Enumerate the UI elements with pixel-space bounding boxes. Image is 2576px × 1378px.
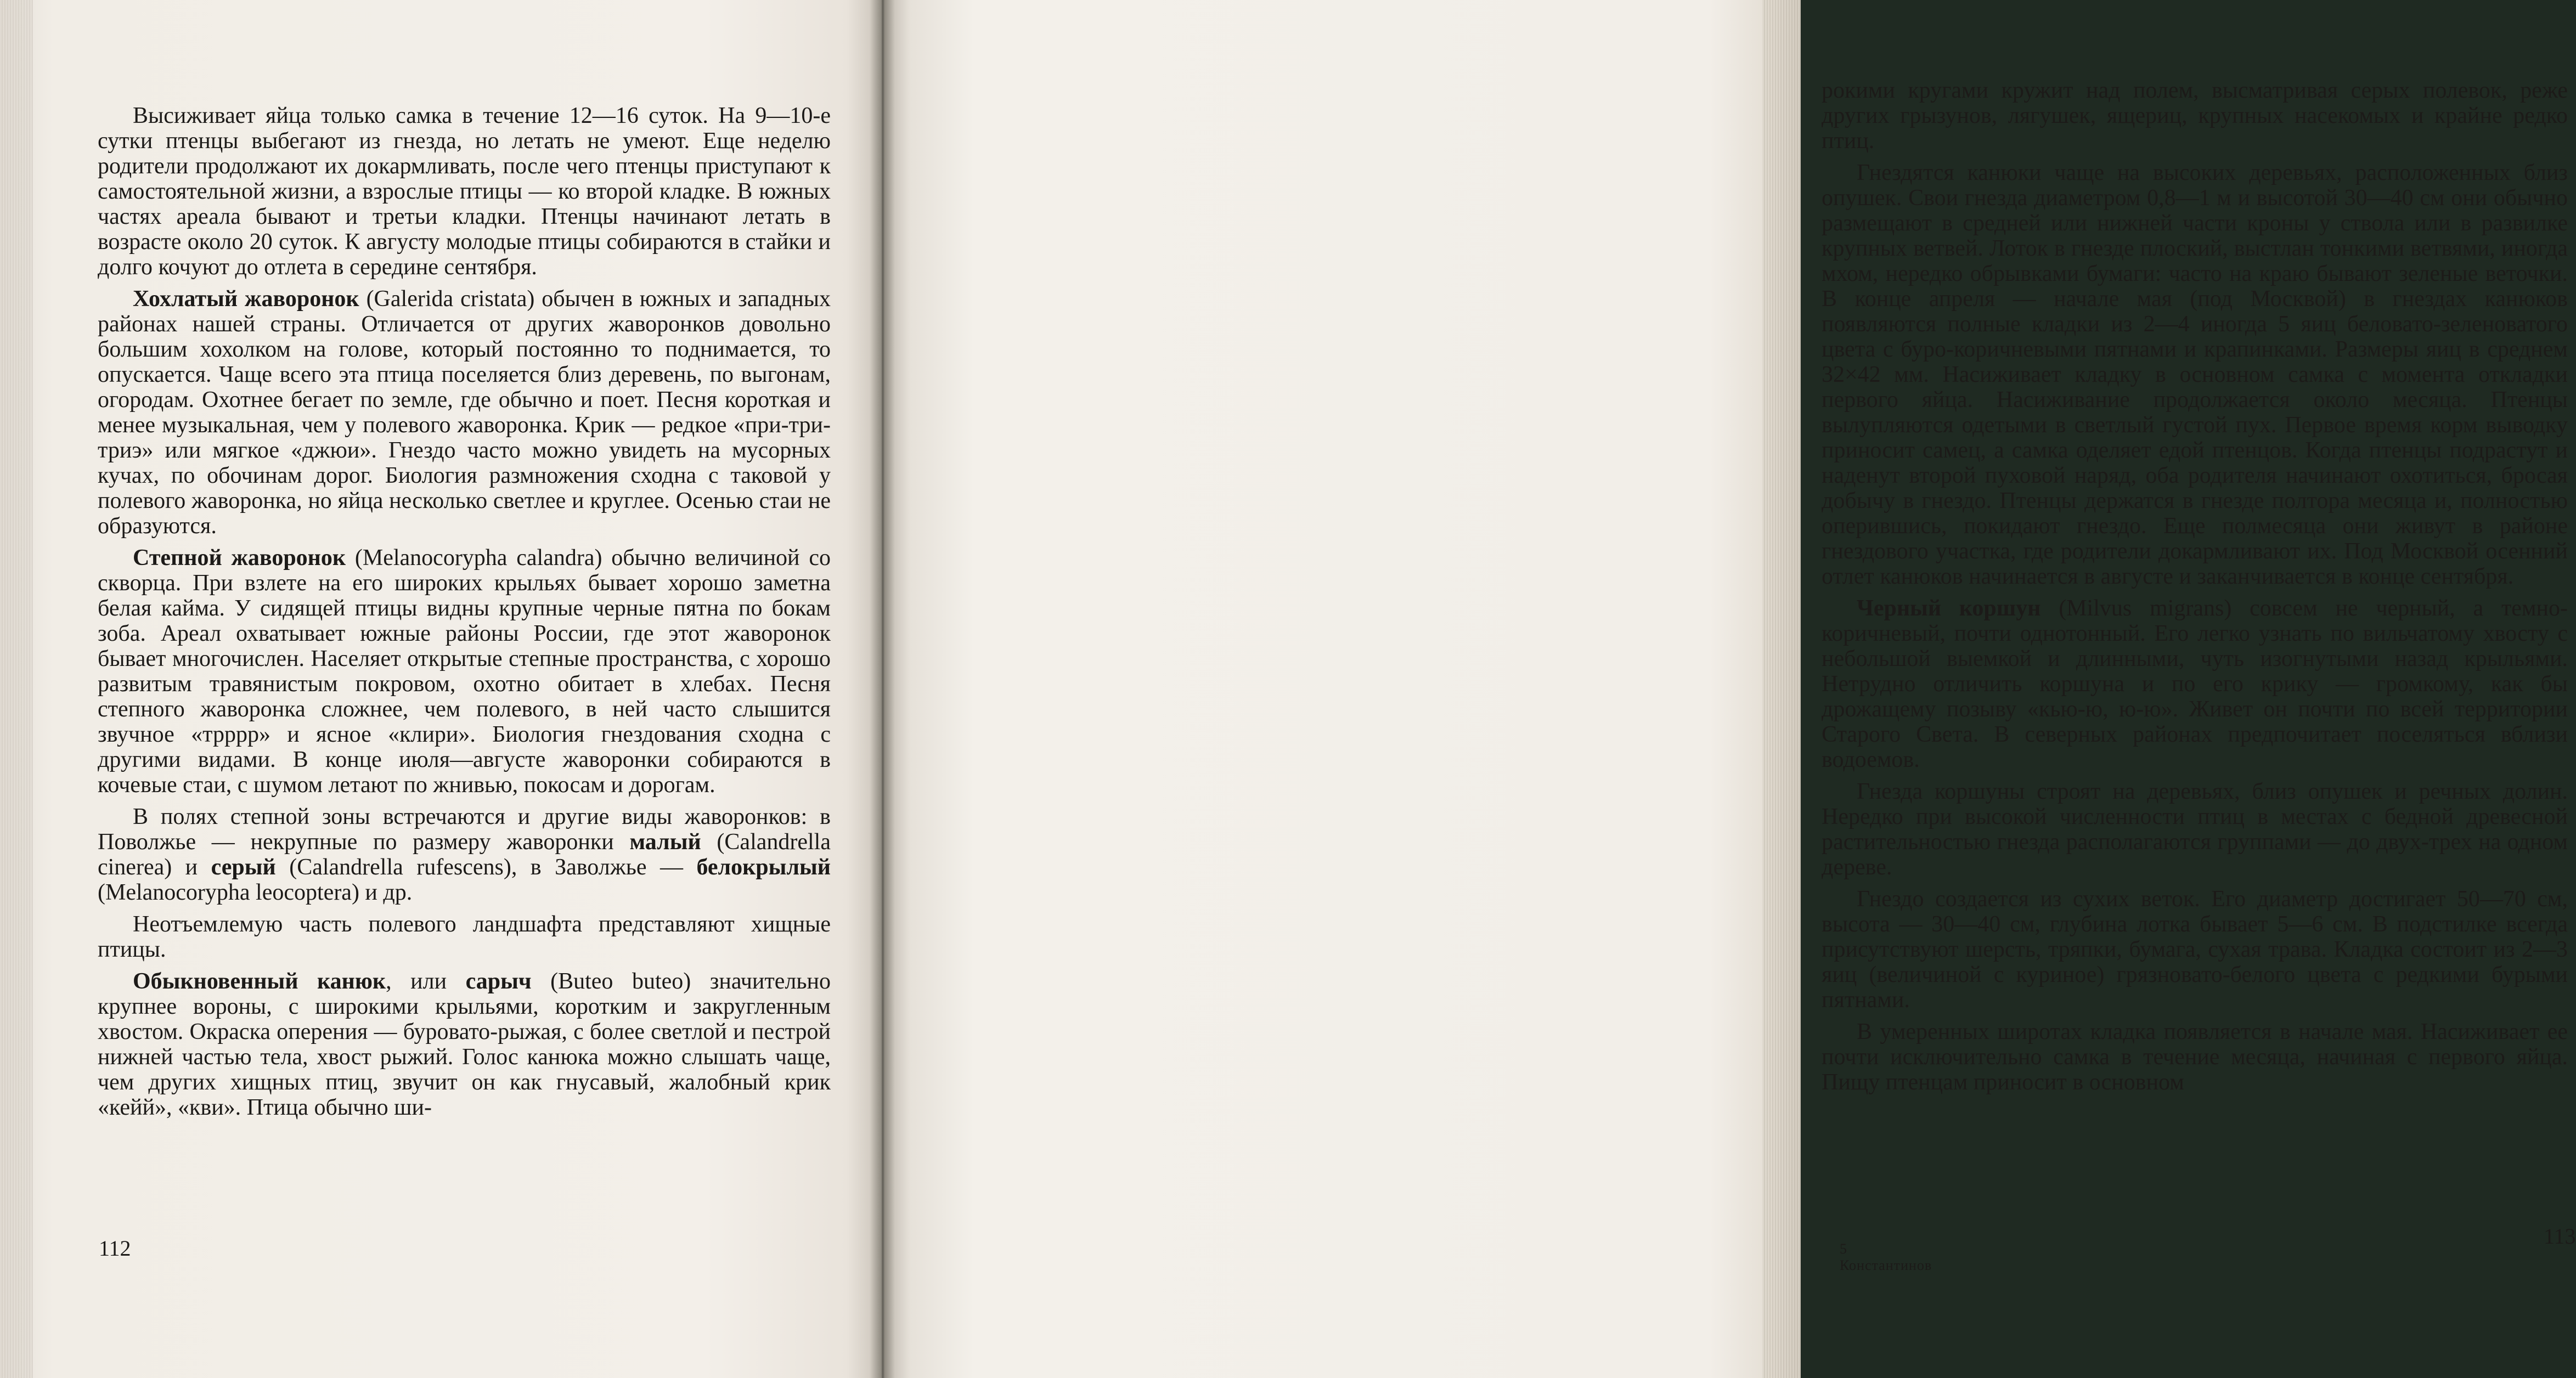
paragraph [1822,1019,2568,1095]
page-number-left: 112 [99,1236,131,1261]
text-run: В умеренных широтах кладка появляется в начале мая. Насиживает ее почти исключительно самка в течение месяца, начиная с первого яйца. Пищу птенцам приносит в основном [1822,1019,2568,1095]
right-page [882,0,2576,1378]
page-edges-left [0,0,33,1378]
paragraph [1822,78,2568,154]
text-run: (Melanocorypha leocoptera) и др. [98,880,413,905]
paragraph [1822,160,2568,589]
text-run: рокими кругами кружит над полем, высматривая серых полевок, реже других грызунов, лягушек, ящериц, крупных насекомых и крайне редко птиц. [1822,78,2568,154]
species-name: Черный коршун [1857,596,2041,621]
book-gutter [870,0,895,1378]
species-name: Степной жаворонок [133,545,346,571]
species-name: Хохлатый жаворонок [133,286,359,312]
right-page-text [1822,78,2568,1102]
text-run: Высиживает яйца только самка в течение 12—16 суток. На 9—10-е сутки птенцы выбегают из гнезда, но летать не умеют. Еще неделю родители продолжают их докармливать, после чего птенцы приступают к самостоятельной жизни, а взрослые птицы — ко второй кладке. В южных частях ареала бывают и третьи кладки. Птенцы начинают летать в возрасте около 20 суток. К августу молодые птицы собираются в стайки и долго кочуют до отлета в середине сентября. [98,103,831,280]
left-page-text [98,103,831,1127]
paragraph [98,969,831,1120]
species-name: сарыч [465,969,532,994]
page-edges-right [1762,0,1801,1378]
text-run: Гнездятся канюки чаще на высоких деревьях, расположенных близ опушек. Свои гнезда диаметром 0,8—1 м и высотой 30—40 см они обычно размещают в средней или нижней части кроны у ствола или в развилке крупных ветвей. Лоток в гнезде плоский, выстлан тонкими ветвями, иногда мхом, нередко обрывками бумаги: часто на краю бывают зеленые веточки. В конце апреля — начале мая (под Москвой) в гнездах канюков появляются полные кладки из 2—4 иногда 5 яиц беловато-зеленоватого цвета с буро-коричневыми пятнами и крапинками. Размеры яиц в среднем 32×42 мм. Насиживает кладку в основном самка с момента откладки первого яйца. Насиживание продолжается около месяца. Птенцы вылупляются одетыми в светлый густой пух. Первое время корм выводку приносит самец, а самка оделяет едой птенцов. Когда птенцы подрастут и наденут второй пуховой наряд, оба родителя начинают охотиться, бросая добычу в гнездо. Птенцы держатся в гнезде полтора месяца и, полностью оперившись, покидают гнездо. Еще полмесяца они живут в районе гнездового участка, где родители докармливают их. Под Москвой осенний отлет канюков начинается в августе и заканчивается в конце сентября. [1822,160,2568,589]
text-run: (Calandrella cinerea) и [98,829,831,880]
species-name: малый [629,829,701,855]
text-run: (Melanocorypha calandra) обычно величиной со скворца. При взлете на его широких крыльях бывает хорошо заметна белая кайма. У сидящей птицы видны крупные черные пятна по бокам зоба. Ареал охватывает южные районы России, где этот жаворонок бывает многочислен. Населяет открытые степные пространства, с хорошо развитым травянистым покровом, охотно обитает в хлебах. Песня степного жаворонка сложнее, чем полевого, в ней часто слышится звучное «трррр» и ясное «клири». Биология гнездования сходна с другими видами. В конце июля—августе жаворонки собираются в кочевые стаи, с шумом летают по жнивью, покосам и дорогам. [98,545,831,798]
text-run: Гнездо создается из сухих веток. Его диаметр достигает 50—70 см, высота — 30—40 см, глубина лотка бывает 5—6 см. В подстилке всегда присутствуют шерсть, тряпки, бумага, сухая трава. Кладка состоит из 2—3 яиц (величиной с куриное) грязновато-белого цвета с редкими бурыми пятнами. [1822,886,2568,1013]
text-run: Гнезда коршуны строят на деревьях, близ опушек и речных долин. Нередко при высокой численности птиц в местах с бедной древесной растительностью гнезда располагаются группами — до двух-трех на одном дереве. [1822,779,2568,880]
text-run: В полях степной зоны встречаются и другие виды жаворонков: в Поволжье — некрупные по размеру жаворонки [98,804,831,855]
text-run: (Buteo buteo) значительно крупнее вороны, с широкими крыльями, коротким и закругленным хвостом. Окраска оперения — буровато-рыжая, с более светлой и пестрой нижней частью тела, хвост рыжий. Голос канюка можно слышать чаще, чем других хищных птиц, звучит он как гнусавый, жалобный крик «кейй», «кви». Птица обычно ши- [98,969,831,1120]
text-run: (Calandrella rufescens), в Заволжье — [275,855,697,880]
text-run: Неотъемлемую часть полевого ландшафта представляют хищные птицы. [98,912,831,962]
paragraph [1822,779,2568,880]
paragraph [1822,886,2568,1013]
text-run: (Galerida cristata) обычен в южных и западных районах нашей страны. Отличается от других жаворонков довольно большим хохолком на голове, который постоянно то поднимается, то опускается. Чаще всего эта птица поселяется близ деревень, по выгонам, огородам. Охотнее бегает по земле, где обычно и поет. Песня короткая и менее музыкальная, чем у полевого жаворонка. Крик — редкое «при-три-триэ» или мягкое «джюи». Гнездо часто можно увидеть на мусорных кучах, по обочинам дорог. Биология размножения сходна с таковой у полевого жаворонка, но яйца несколько светлее и круглее. Осенью стаи не образуются. [98,286,831,539]
text-run: , или [386,969,466,994]
paragraph [98,912,831,962]
paragraph [1822,596,2568,772]
paragraph [98,286,831,539]
left-page [0,0,882,1378]
paragraph [98,103,831,280]
paragraph [98,545,831,798]
species-name: серый [211,855,276,880]
species-name: Обыкновенный канюк [133,969,386,994]
text-run: (Milvus migrans) совсем не черный, а темно-коричневый, почти однотонный. Его легко узнать по вильчатому хвосту с небольшой выемкой и длинными, чуть изогнутыми назад крыльями. Нетрудно отличить коршуна и по его крику — громкому, как бы дрожащему позыву «кью-ю, ю-ю». Живет он почти по всей территории Старого Света. В северных районах предпочитает поселяться вблизи водоемов. [1822,596,2568,772]
printer-signature: 5 Константинов [1840,1241,1932,1273]
page-number-right: 113 [2544,1224,2576,1249]
paragraph [98,804,831,905]
species-name: белокрылый [696,855,831,880]
